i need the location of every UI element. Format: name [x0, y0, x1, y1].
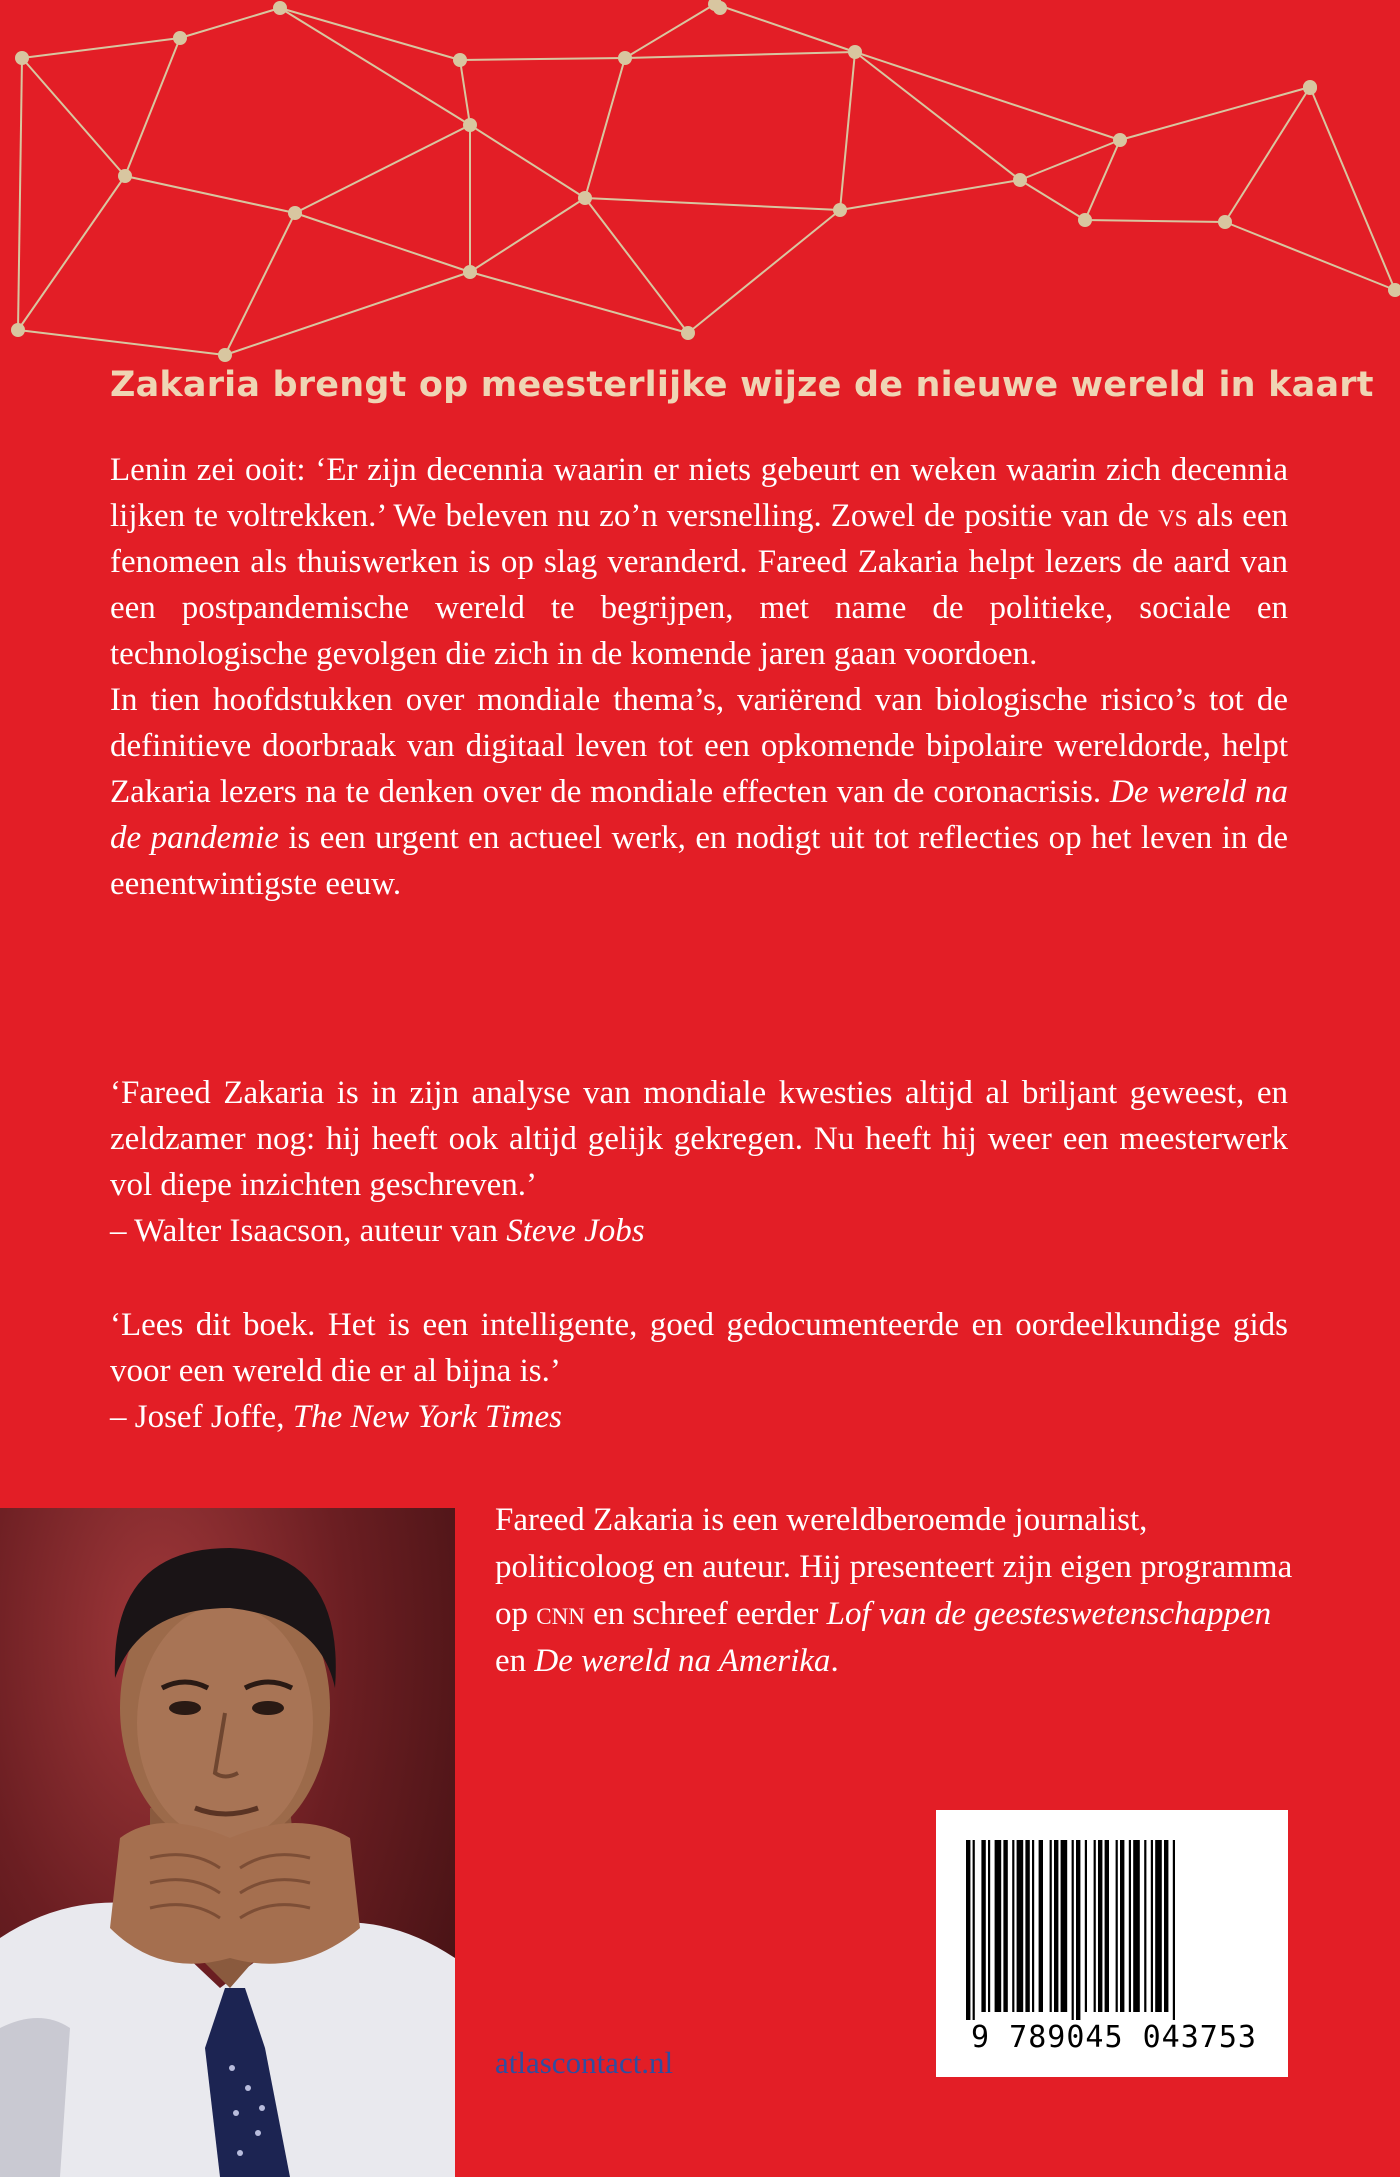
description-paragraph-1: [110, 447, 1288, 677]
network-edge: [688, 210, 840, 333]
barcode-bar: [1072, 1840, 1074, 2028]
network-edge: [585, 58, 625, 198]
network-node: [1303, 81, 1317, 95]
network-edge: [840, 180, 1020, 210]
network-edge: [1310, 87, 1395, 290]
network-node: [463, 265, 477, 279]
network-edge: [840, 52, 855, 210]
quote-attribution: [110, 1394, 1288, 1440]
network-edge: [280, 8, 460, 60]
small-caps-abbrev: cnn: [536, 1596, 585, 1632]
network-edge: [625, 52, 855, 58]
network-edge: [470, 198, 585, 272]
network-node: [11, 323, 25, 337]
barcode-bar: [1076, 1840, 1080, 2028]
network-node: [713, 1, 727, 15]
description: [110, 447, 1288, 907]
review-quote: [110, 1302, 1288, 1440]
network-node: [218, 348, 232, 362]
review-quote: [110, 1070, 1288, 1254]
network-edge: [855, 52, 1020, 180]
network-node: [1218, 215, 1232, 229]
network-edge: [460, 60, 470, 125]
network-edge: [855, 52, 1120, 140]
barcode-bar: [1116, 1840, 1118, 2012]
author-portrait-illustration: [0, 1508, 455, 2177]
bio-text: en: [495, 1643, 535, 1679]
network-edge: [295, 213, 470, 272]
network-edge: [225, 272, 470, 355]
barcode-bar: [1133, 1840, 1140, 2012]
network-edge: [125, 176, 295, 213]
network-node: [1113, 133, 1127, 147]
network-node: [1013, 173, 1027, 187]
network-edge: [225, 213, 295, 355]
barcode-bar: [1129, 1840, 1131, 2012]
description-paragraph-2: [110, 677, 1288, 907]
barcode-bar: [1164, 1840, 1168, 2012]
barcode-bar: [973, 1840, 975, 2028]
network-edge: [1225, 222, 1395, 290]
bio-text: Fareed Zakaria is een wereldberoemde journalist, politicoloog en auteur. Hij presenteert zijn eigen programma op: [495, 1502, 1293, 1632]
quote-attribution: [110, 1208, 1288, 1254]
attribution-text: – Walter Isaacson, auteur van: [110, 1213, 507, 1249]
barcode-bar: [1050, 1840, 1052, 2012]
small-caps-abbrev: vs: [1158, 498, 1188, 534]
author-bio: [495, 1497, 1305, 1685]
network-node: [578, 191, 592, 205]
barcode-bar: [988, 1840, 990, 2012]
network-node: [273, 1, 287, 15]
network-node: [848, 45, 862, 59]
network-node: [453, 53, 467, 67]
attribution-text: – Josef Joffe,: [110, 1399, 293, 1435]
isbn-barcode: [936, 1810, 1288, 2077]
book-title: Lof van de geesteswetenschappen: [826, 1596, 1272, 1632]
barcode-bar: [1144, 1840, 1146, 2012]
description-text: Lenin zei ooit: ‘Er zijn decennia waarin er niets gebeurt en weken waarin zich decennia lijken te voltrekken.’ We beleven nu zo’n versnelling. Zowel de positie van de: [110, 452, 1288, 534]
network-node: [288, 206, 302, 220]
attribution-work: Steve Jobs: [506, 1213, 645, 1249]
barcode-bar: [1003, 1840, 1007, 2012]
network-edge: [1020, 180, 1085, 220]
quote-text: ‘Lees dit boek. Het is een intelligente, goed gedocumenteerde en oordeelkundige gids voor een wereld die er al bijna is.’: [110, 1307, 1288, 1389]
network-edge: [1085, 220, 1225, 222]
barcode-bars: [962, 1840, 1262, 2030]
network-edge: [470, 272, 688, 333]
network-node: [1078, 213, 1092, 227]
network-edge: [295, 125, 470, 213]
barcode-digits: 9 789045 043753: [954, 2020, 1274, 2055]
network-edge: [470, 125, 585, 198]
barcode-bar: [1054, 1840, 1058, 2012]
book-title: De wereld na Amerika: [534, 1643, 831, 1679]
network-edge: [22, 58, 125, 176]
network-node: [681, 326, 695, 340]
network-node: [618, 51, 632, 65]
network-node: [173, 31, 187, 45]
network-node: [118, 169, 132, 183]
barcode-bar: [1094, 1840, 1096, 2012]
quote-text: ‘Fareed Zakaria is in zijn analyse van mondiale kwesties altijd al briljant geweest, en zeldzamer nog: hij heeft ook altijd gelijk gekregen. Nu heeft hij weer een meesterwerk vol diepe inzichten geschreven.’: [110, 1075, 1288, 1203]
barcode-bar: [1105, 1840, 1109, 2012]
description-text: In tien hoofdstukken over mondiale thema’s, variërend van biologische risico’s tot de definitieve doorbraak van digitaal leven tot een opkomende bipolaire wereldorde, helpt Zakaria lezers na te denken over de mondiale effecten van de coronacrisis.: [110, 682, 1288, 810]
publisher-website-link[interactable]: atlascontact.nl: [495, 2045, 674, 2080]
barcode-bar: [995, 1840, 1002, 2012]
barcode-bar: [1025, 1840, 1029, 2012]
barcode-bar: [1098, 1840, 1102, 2012]
barcode-bar: [981, 1840, 985, 2012]
review-quotes: [110, 1070, 1288, 1488]
attribution-work: The New York Times: [292, 1399, 562, 1435]
barcode-bar: [1173, 1840, 1175, 2028]
description-text: als een fenomeen als thuiswerken is op slag veranderd. Fareed Zakaria helpt lezers de aard van een postpandemische wereld te begrijpen, met name de politieke, sociale en technologische gevolgen die zich in de komende jaren gaan voordoen.: [110, 498, 1288, 672]
headline: Zakaria brengt op meesterlijke wijze de nieuwe wereld in kaart: [110, 365, 1374, 405]
network-edge: [125, 38, 180, 176]
network-edge: [180, 8, 280, 38]
barcode-bar: [1085, 1840, 1087, 2012]
network-edge: [715, 4, 855, 52]
network-node: [1388, 283, 1400, 297]
network-node: [833, 203, 847, 217]
barcode-bar: [1012, 1840, 1014, 2012]
network-pattern-graphic: [0, 0, 1400, 370]
barcode-bar: [966, 1840, 970, 2028]
barcode-bar: [1017, 1840, 1024, 2012]
barcode-bar: [1039, 1840, 1043, 2012]
network-edge: [18, 176, 125, 330]
barcode-bar: [1061, 1840, 1068, 2012]
network-edge: [625, 4, 715, 58]
network-edge: [280, 8, 470, 125]
network-edge: [585, 198, 840, 210]
barcode-bar: [1120, 1840, 1124, 2012]
bio-text: .: [830, 1643, 839, 1679]
network-node: [15, 51, 29, 65]
author-portrait-image: [0, 1508, 455, 2177]
barcode-bar: [1155, 1840, 1162, 2012]
book-title: De wereld na de pandemie: [110, 774, 1288, 856]
bio-text: en schreef eerder: [584, 1596, 827, 1632]
barcode-bar: [1151, 1840, 1153, 2012]
network-edge: [18, 330, 225, 355]
network-node: [463, 118, 477, 132]
network-edge: [460, 58, 625, 60]
network-edge: [585, 198, 688, 333]
barcode-bar: [1032, 1840, 1034, 2012]
network-edge: [22, 38, 180, 58]
description-text: is een urgent en actueel werk, en nodigt uit tot reflecties op het leven in de eenentwintigste eeuw.: [110, 820, 1288, 902]
network-edge: [18, 58, 22, 330]
